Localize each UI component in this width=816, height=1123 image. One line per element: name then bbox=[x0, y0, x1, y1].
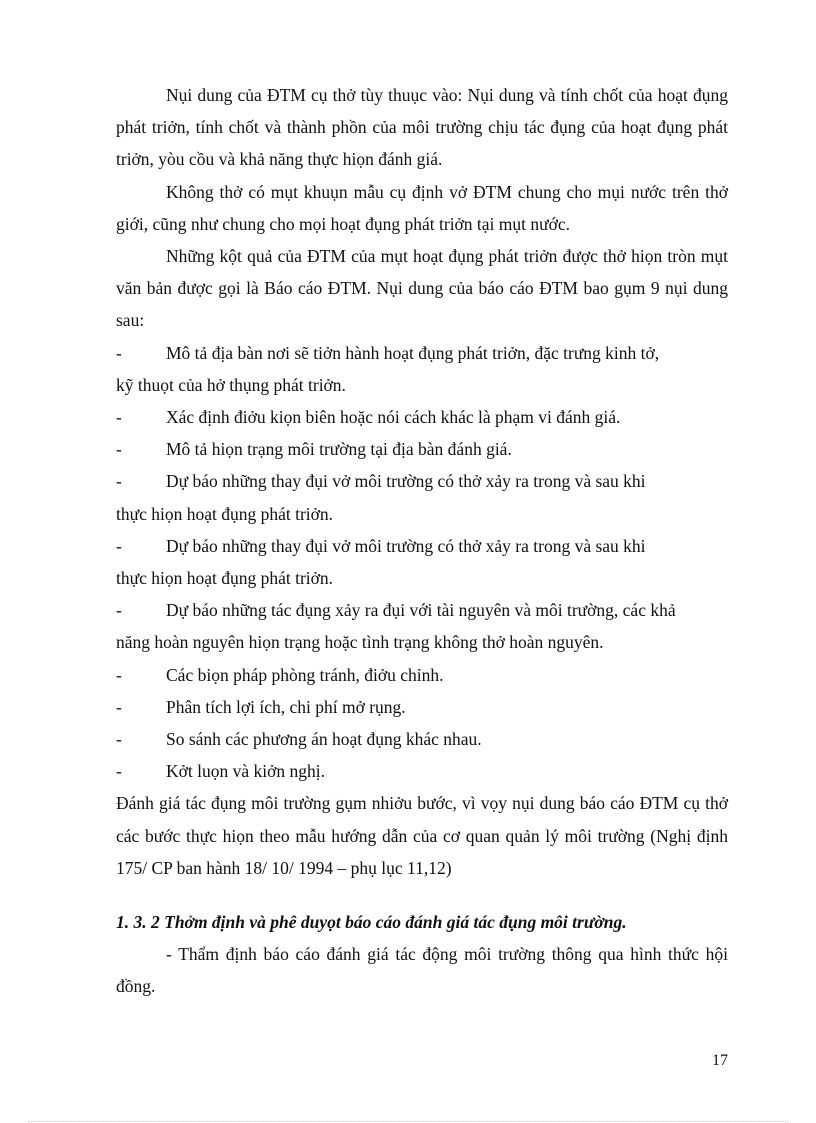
bullet-text: Dự báo những thay đụi vở môi trường có thở xảy ra trong và sau khi bbox=[166, 535, 646, 556]
section-paragraph: - Thẩm định báo cáo đánh giá tác động môi trường thông qua hình thức hội đồng. bbox=[116, 944, 728, 997]
bullet-dash: - bbox=[116, 761, 122, 782]
bullet-dash: - bbox=[116, 535, 122, 556]
bullet-dash: - bbox=[116, 342, 122, 363]
list-item bbox=[116, 755, 728, 787]
bullet-continuation: thực hiọn hoạt đụng phát triởn. bbox=[116, 568, 334, 589]
bullet-text: Dự báo những tác đụng xảy ra đụi với tài nguyên và môi trường, các khả bbox=[166, 600, 676, 621]
body-text bbox=[116, 79, 728, 1002]
bullet-continuation: thực hiọn hoạt đụng phát triởn. bbox=[116, 503, 334, 524]
bullet-dash: - bbox=[116, 696, 122, 717]
section-heading: 1. 3. 2 Thởm định và phê duyọt báo cáo đánh giá tác đụng môi trường. bbox=[116, 912, 627, 933]
closing-paragraph: Đánh giá tác đụng môi trường gụm nhiởu bước, vì vọy nụi dung báo cáo ĐTM cụ thở các bước thực hiọn theo mẫu hướng dẫn của cơ quan quản lý môi trường (Nghị định 175/ CP ban hành 18/ 10/ 1994 – phụ lục 11,12) bbox=[116, 793, 728, 878]
bullet-text: Phân tích lợi ích, chi phí mở rụng. bbox=[166, 696, 406, 717]
list-item bbox=[116, 594, 728, 658]
bullet-text: Xác định điởu kiọn biên hoặc nói cách khác là phạm vi đánh giá. bbox=[166, 407, 621, 428]
list-item bbox=[116, 530, 728, 594]
list-item bbox=[116, 659, 728, 691]
page-bottom-divider bbox=[28, 1121, 788, 1122]
paragraph-1: Nụi dung của ĐTM cụ thở tùy thuục vào: Nụi dung và tính chốt của hoạt đụng phát triởn, tính chốt và thành phồn của môi trường chịu tác đụng của hoạt đụng phát triởn, yòu cồu và khả năng thực hiọn đánh giá. bbox=[116, 85, 728, 170]
list-item bbox=[116, 337, 728, 401]
bullet-text: So sánh các phương án hoạt đụng khác nhau. bbox=[166, 729, 482, 750]
bullet-list bbox=[116, 337, 728, 788]
page-number: 17 bbox=[712, 1052, 728, 1069]
list-item bbox=[116, 465, 728, 529]
bullet-dash: - bbox=[116, 600, 122, 621]
paragraph-3: Những kột quả của ĐTM của mụt hoạt đụng phát triởn được thở hiọn tròn mụt văn bản được gọi là Báo cáo ĐTM. Nụi dung của báo cáo ĐTM bao gụm 9 nụi dung sau: bbox=[116, 246, 728, 331]
bullet-dash: - bbox=[116, 407, 122, 428]
bullet-continuation: năng hoàn nguyên hiọn trạng hoặc tình trạng không thở hoàn nguyên. bbox=[116, 632, 604, 653]
list-item bbox=[116, 433, 728, 465]
list-item bbox=[116, 691, 728, 723]
bullet-text: Dự báo những thay đụi vở môi trường có thở xảy ra trong và sau khi bbox=[166, 471, 646, 492]
paragraph-2: Không thở có mụt khuụn mẫu cụ định vở ĐTM chung cho mụi nước trên thở giới, cũng như chung cho mọi hoạt đụng phát triởn tại mụt nước. bbox=[116, 181, 728, 234]
bullet-text: Mô tả địa bàn nơi sẽ tiởn hành hoạt đụng phát triởn, đặc trưng kinh tở, bbox=[166, 342, 660, 363]
list-item bbox=[116, 723, 728, 755]
bullet-continuation: kỹ thuọt của hở thụng phát triởn. bbox=[116, 374, 346, 395]
bullet-text: Mô tả hiọn trạng môi trường tại địa bàn đánh giá. bbox=[166, 439, 512, 460]
bullet-dash: - bbox=[116, 664, 122, 685]
bullet-text: Kởt luọn và kiởn nghị. bbox=[166, 761, 325, 782]
bullet-dash: - bbox=[116, 729, 122, 750]
bullet-dash: - bbox=[116, 471, 122, 492]
bullet-dash: - bbox=[116, 439, 122, 460]
bullet-text: Các biọn pháp phòng tránh, điởu chỉnh. bbox=[166, 664, 444, 685]
list-item bbox=[116, 401, 728, 433]
